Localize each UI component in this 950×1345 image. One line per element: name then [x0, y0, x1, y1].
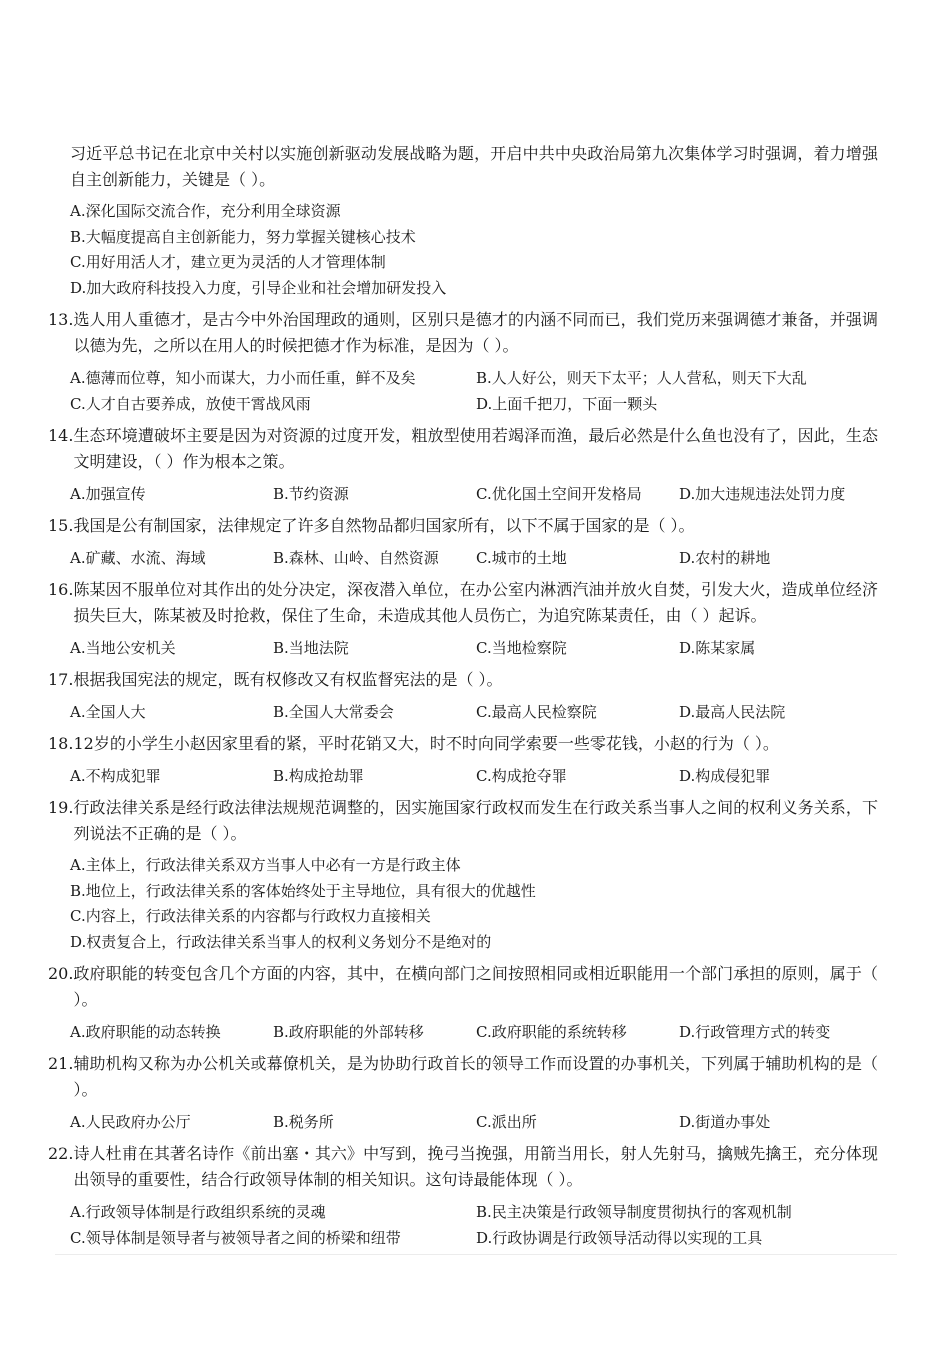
option-d: D.最高人民法院 — [679, 703, 786, 721]
question-14 — [48, 423, 878, 507]
option-a: A.行政领导体制是行政组织系统的灵魂 — [70, 1203, 326, 1221]
options — [48, 199, 878, 301]
option-b: B.全国人大常委会 — [273, 703, 394, 721]
question-16 — [48, 577, 878, 661]
option-c: C.领导体制是领导者与被领导者之间的桥梁和纽带 — [70, 1229, 401, 1247]
question-number: 19. — [48, 798, 74, 817]
option-a: A.当地公安机关 — [70, 639, 176, 657]
option-a: A.不构成犯罪 — [70, 767, 161, 785]
options — [48, 1199, 878, 1251]
option-b: B.民主决策是行政领导制度贯彻执行的客观机制 — [476, 1203, 792, 1221]
question-number: 18. — [48, 734, 74, 753]
option-d: D.陈某家属 — [679, 639, 756, 657]
question-stem — [48, 1141, 878, 1193]
question-stem-text: 生态环境遭破坏主要是因为对资源的过度开发，粗放型使用若竭泽而渔，最后必然是什么鱼也没有了，因此，生态文明建设，（ ）作为根本之策。 — [73, 426, 878, 471]
option-d: D.权责复合上，行政法律关系当事人的权利义务划分不是绝对的 — [70, 932, 492, 951]
question-stem — [48, 795, 878, 847]
question-15 — [48, 513, 878, 571]
option-b: B.当地法院 — [273, 639, 349, 657]
question-stem — [48, 667, 878, 693]
question-number: 13. — [48, 310, 74, 329]
question-stem-text: 政府职能的转变包含几个方面的内容，其中，在横向部门之间按照相同或相近职能用一个部门承担的原则，属于（ ）。 — [73, 964, 878, 1009]
option-c: C.当地检察院 — [476, 639, 567, 657]
question-stem — [48, 307, 878, 359]
question-13 — [48, 307, 878, 417]
option-d: D.农村的耕地 — [679, 549, 771, 567]
option-a: A.政府职能的动态转换 — [70, 1023, 221, 1041]
option-d: D.行政协调是行政领导活动得以实现的工具 — [476, 1229, 763, 1247]
question-stem — [48, 961, 878, 1013]
question-stem-text: 习近平总书记在北京中关村以实施创新驱动发展战略为题，开启中共中央政治局第九次集体学习时强调，着力增强自主创新能力，关键是（ ）。 — [70, 144, 878, 189]
question-21 — [48, 1051, 878, 1135]
options — [48, 699, 878, 725]
option-b: B.政府职能的外部转移 — [273, 1023, 424, 1041]
option-d: D.加大违规违法处罚力度 — [679, 485, 846, 503]
option-d: D.加大政府科技投入力度，引导企业和社会增加研发投入 — [70, 278, 447, 297]
option-c: C.政府职能的系统转移 — [476, 1023, 627, 1041]
option-b: B.节约资源 — [273, 485, 349, 503]
option-a: A.主体上，行政法律关系双方当事人中必有一方是行政主体 — [70, 856, 461, 874]
question-stem-text: 我国是公有制国家，法律规定了许多自然物品都归国家所有，以下不属于国家的是（ ）。 — [73, 516, 695, 535]
option-b: B.构成抢劫罪 — [273, 767, 364, 785]
option-c: C.优化国土空间开发格局 — [476, 485, 642, 503]
option-a: A.人民政府办公厅 — [70, 1113, 191, 1131]
question-stem-text: 陈某因不服单位对其作出的处分决定，深夜潜入单位，在办公室内淋洒汽油并放火自焚，引发大火，造成单位经济损失巨大，陈某被及时抢救，保住了生命，未造成其他人员伤亡，为追究陈某责任，由（ ）起诉。 — [73, 580, 878, 625]
question-stem — [48, 577, 878, 629]
option-d: D.构成侵犯罪 — [679, 767, 771, 785]
options — [48, 545, 878, 571]
option-b: B.森林、山岭、自然资源 — [273, 549, 439, 567]
options — [48, 481, 878, 507]
option-c: C.城市的土地 — [476, 549, 567, 567]
options — [48, 635, 878, 661]
question-12 — [48, 141, 878, 301]
question-number: 17. — [48, 670, 74, 689]
question-list — [48, 141, 878, 1257]
option-d: D.街道办事处 — [679, 1113, 771, 1131]
option-b: B.地位上，行政法律关系的客体始终处于主导地位，具有很大的优越性 — [70, 881, 536, 900]
question-stem-text: 根据我国宪法的规定，既有权修改又有权监督宪法的是（ ）。 — [73, 670, 503, 689]
option-c: C.人才自古要养成，放使干霄战风雨 — [70, 395, 311, 413]
option-a: A.德薄而位尊，知小而谋大，力小而任重，鲜不及矣 — [70, 369, 416, 387]
options — [48, 853, 878, 955]
question-number: 21. — [48, 1054, 74, 1073]
question-stem — [48, 513, 878, 539]
question-number: 16. — [48, 580, 74, 599]
question-stem-text: 诗人杜甫在其著名诗作《前出塞・其六》中写到，挽弓当挽强，用箭当用长，射人先射马，擒贼先擒王，充分体现出领导的重要性，结合行政领导体制的相关知识。这句诗最能体现（ ）。 — [73, 1144, 878, 1189]
option-c: C.派出所 — [476, 1113, 537, 1131]
option-c: C.构成抢夺罪 — [476, 767, 567, 785]
option-b: B.人人好公，则天下太平；人人营私，则天下大乱 — [476, 369, 807, 387]
options — [48, 365, 878, 417]
option-d: D.行政管理方式的转变 — [679, 1023, 831, 1041]
question-stem-text: 12岁的小学生小赵因家里看的紧，平时花销又大，时不时向同学索要一些零花钱，小赵的行为（ ）。 — [73, 734, 779, 753]
question-stem — [48, 141, 878, 193]
question-number: 22. — [48, 1144, 74, 1163]
question-stem — [48, 1051, 878, 1103]
question-20 — [48, 961, 878, 1045]
option-a: A.全国人大 — [70, 703, 146, 721]
question-22 — [48, 1141, 878, 1251]
option-b: B.税务所 — [273, 1113, 334, 1131]
question-stem-text: 辅助机构又称为办公机关或幕僚机关，是为协助行政首长的领导工作而设置的办事机关，下列属于辅助机构的是（ ）。 — [73, 1054, 878, 1099]
question-19 — [48, 795, 878, 955]
options — [48, 763, 878, 789]
question-stem-text: 行政法律关系是经行政法律法规规范调整的，因实施国家行政权而发生在行政关系当事人之间的权利义务关系，下列说法不正确的是（ ）。 — [73, 798, 878, 843]
option-d: D.上面千把刀，下面一颗头 — [476, 395, 658, 413]
options — [48, 1109, 878, 1135]
option-c: C.内容上，行政法律关系的内容都与行政权力直接相关 — [70, 907, 431, 925]
question-18 — [48, 731, 878, 789]
question-stem — [48, 423, 878, 475]
option-a: A.加强宣传 — [70, 485, 146, 503]
question-number: 14. — [48, 426, 74, 445]
option-a: A.矿藏、水流、海域 — [70, 549, 206, 567]
footer-divider — [55, 1254, 897, 1255]
option-a: A.深化国际交流合作，充分利用全球资源 — [70, 202, 341, 220]
option-c: C.最高人民检察院 — [476, 703, 597, 721]
question-stem-text: 选人用人重德才，是古今中外治国理政的通则，区别只是德才的内涵不同而已，我们党历来强调德才兼备，并强调以德为先，之所以在用人的时候把德才作为标准，是因为（ ）。 — [73, 310, 878, 355]
option-b: B.大幅度提高自主创新能力，努力掌握关键核心技术 — [70, 227, 416, 246]
question-number: 15. — [48, 516, 74, 535]
question-stem — [48, 731, 878, 757]
question-number: 20. — [48, 964, 74, 983]
question-17 — [48, 667, 878, 725]
options — [48, 1019, 878, 1045]
option-c: C.用好用活人才，建立更为灵活的人才管理体制 — [70, 253, 386, 271]
